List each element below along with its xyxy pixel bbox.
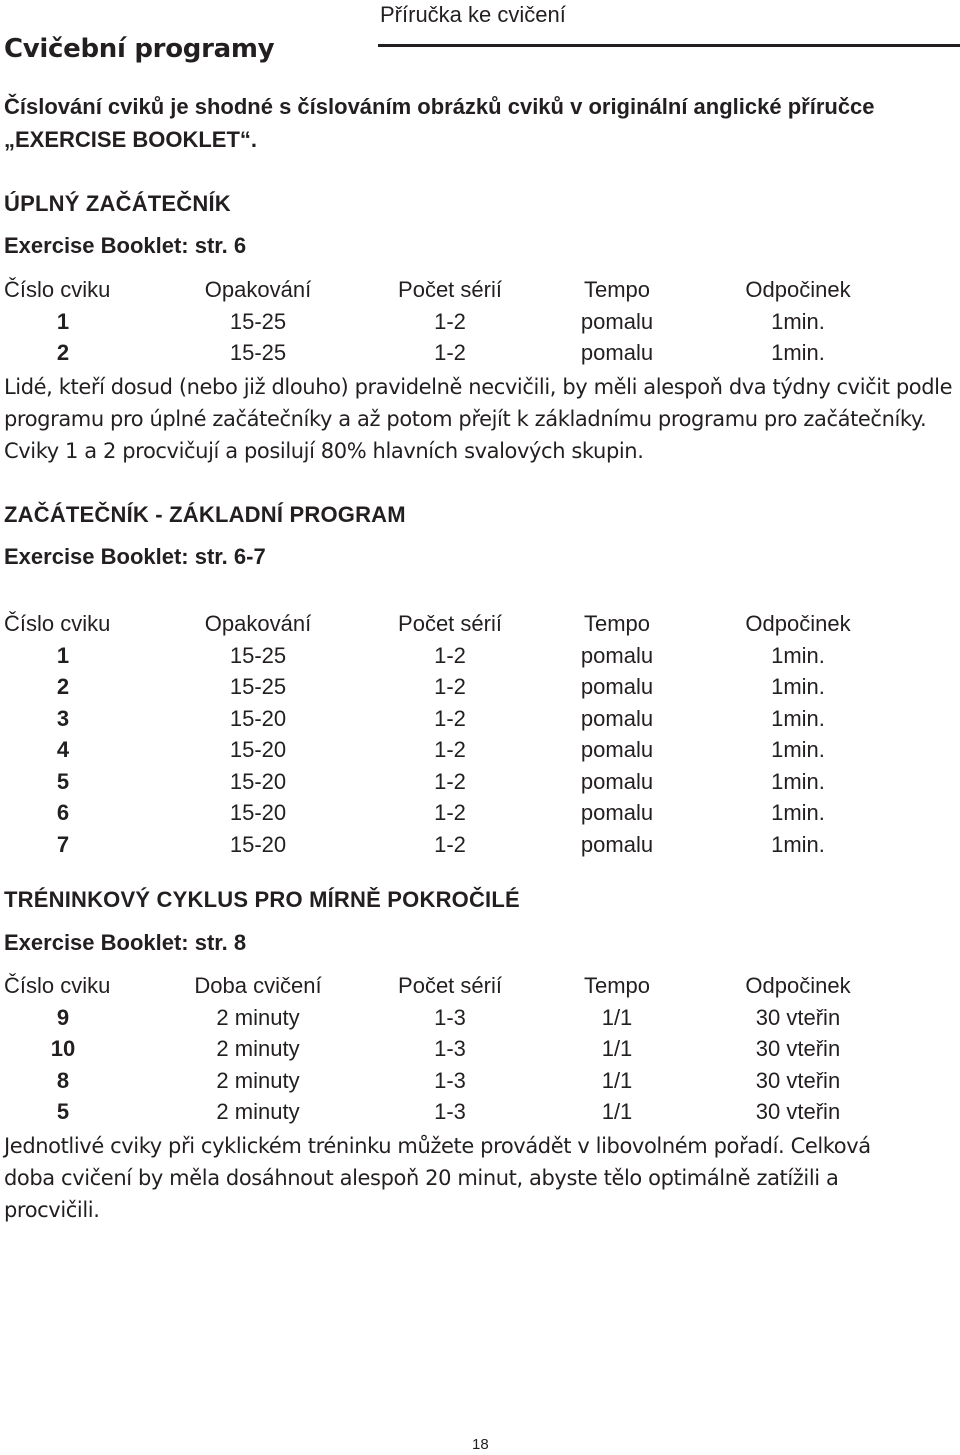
table-cell: 2 minuty <box>216 1004 300 1030</box>
table-cell: 1-2 <box>434 737 466 762</box>
column-header: Číslo cviku <box>4 611 111 636</box>
section-booklet-ref: Exercise Booklet: str. 6 <box>4 233 247 258</box>
table-row <box>0 340 960 372</box>
column-header: Tempo <box>583 277 651 302</box>
table-cell: 1-2 <box>434 340 466 365</box>
table-cell: 1min. <box>771 768 825 794</box>
table-row <box>0 1036 960 1068</box>
exercise-number: 9 <box>56 1004 70 1030</box>
exercise-number: 1 <box>56 308 70 334</box>
table-cell: 1-2 <box>434 308 466 334</box>
table-cell: 1/1 <box>601 1099 633 1124</box>
table-cell: pomalu <box>580 768 654 794</box>
exercise-number: 3 <box>56 705 70 731</box>
table-row <box>0 1099 960 1131</box>
column-header: Tempo <box>583 611 651 636</box>
table-header-row <box>0 973 960 1005</box>
table-row <box>0 674 960 706</box>
table-cell: 1-2 <box>434 642 466 668</box>
table-header-row <box>0 611 960 643</box>
column-header: Počet sérií <box>398 611 502 636</box>
table-cell: 2 minuty <box>216 1067 300 1093</box>
table-row <box>0 832 960 864</box>
table-row <box>0 800 960 832</box>
column-header: Číslo cviku <box>4 277 111 302</box>
table-cell: 15-20 <box>229 737 287 762</box>
table-cell: pomalu <box>580 308 654 334</box>
exercise-number: 8 <box>56 1067 70 1093</box>
exercise-number: 10 <box>50 1036 76 1061</box>
table-row <box>0 643 960 675</box>
column-header: Odpočinek <box>745 277 851 302</box>
table-cell: 1min. <box>771 340 825 365</box>
column-header: Doba cvičení <box>194 973 322 998</box>
exercise-number: 5 <box>56 768 70 794</box>
table-cell: pomalu <box>580 831 654 857</box>
column-header: Opakování <box>204 611 312 636</box>
table-cell: 15-20 <box>229 768 287 794</box>
table-cell: 15-25 <box>229 308 287 334</box>
table-cell: pomalu <box>580 737 654 762</box>
exercise-table <box>0 277 960 372</box>
table-cell: 2 minuty <box>216 1099 300 1124</box>
table-row <box>0 737 960 769</box>
table-cell: 1-3 <box>434 1099 466 1124</box>
table-cell: 1-2 <box>434 831 466 857</box>
section-title-uplny-zacatecnik: ÚPLNÝ ZAČÁTEČNÍK <box>4 191 231 216</box>
column-header: Počet sérií <box>398 277 502 302</box>
section-title-zakladni-program: ZAČÁTEČNÍK - ZÁKLADNÍ PROGRAM <box>4 502 406 527</box>
section-booklet-ref: Exercise Booklet: str. 8 <box>4 930 247 955</box>
table-cell: pomalu <box>580 642 654 668</box>
table-cell: pomalu <box>580 800 654 825</box>
table-cell: 15-25 <box>229 674 287 699</box>
table-cell: 1-3 <box>434 1004 466 1030</box>
table-cell: 1-3 <box>434 1067 466 1093</box>
table-cell: 1-3 <box>434 1036 466 1061</box>
table-cell: 1-2 <box>434 674 466 699</box>
exercise-table <box>0 611 960 863</box>
section-booklet-ref: Exercise Booklet: str. 6-7 <box>4 544 266 569</box>
table-cell: 1min. <box>771 737 825 762</box>
table-cell: 1/1 <box>601 1036 633 1061</box>
table-cell: 1-2 <box>434 768 466 794</box>
column-header: Odpočinek <box>745 973 851 998</box>
page-number: 18 <box>472 1436 489 1453</box>
column-header: Odpočinek <box>745 611 851 636</box>
table-cell: 1min. <box>771 800 825 825</box>
exercise-table <box>0 973 960 1131</box>
table-cell: 1min. <box>771 674 825 699</box>
column-header: Tempo <box>583 973 651 998</box>
exercise-number: 5 <box>56 1099 70 1124</box>
table-row <box>0 1068 960 1100</box>
table-cell: 15-20 <box>229 705 287 731</box>
section-note: Jednotlivé cviky při cyklickém tréninku můžete provádět v libovolném pořadí. Celková doba cvičení by měla dosáhnout alespoň 20 minut, abyste tělo optimálně zatížili a procvičili. <box>4 1134 871 1222</box>
table-cell: 1min. <box>771 642 825 668</box>
exercise-number: 1 <box>56 642 70 668</box>
table-row <box>0 769 960 801</box>
table-cell: 1/1 <box>601 1067 633 1093</box>
table-row <box>0 1005 960 1037</box>
table-cell: 30 vteřin <box>755 1099 841 1124</box>
table-cell: 15-25 <box>229 340 287 365</box>
section-title-treninkovy-cyklus: TRÉNINKOVÝ CYKLUS PRO MÍRNĚ POKROČILÉ <box>4 887 520 912</box>
column-header: Počet sérií <box>398 973 502 998</box>
table-cell: 30 vteřin <box>755 1004 841 1030</box>
table-cell: 1-2 <box>434 705 466 731</box>
table-cell: pomalu <box>580 705 654 731</box>
section-note: Lidé, kteří dosud (nebo již dlouho) pravidelně necvičili, by měli alespoň dva týdny cvičit podle programu pro úplné začátečníky a až potom přejít k základnímu programu pro začátečníky. Cviky 1 a 2 procvičují a posilují 80% hlavních svalových skupin. <box>4 375 953 463</box>
table-header-row <box>0 277 960 309</box>
column-header: Číslo cviku <box>4 973 111 998</box>
table-cell: 15-20 <box>229 800 287 825</box>
intro-text: Číslování cviků je shodné s číslováním obrázků cviků v originální anglické příručce „EXERCISE BOOKLET“. <box>4 94 875 152</box>
table-row <box>0 706 960 738</box>
header-divider <box>378 44 960 47</box>
table-cell: 30 vteřin <box>755 1067 841 1093</box>
table-cell: 2 minuty <box>216 1036 300 1061</box>
table-cell: pomalu <box>580 340 654 365</box>
exercise-number: 6 <box>56 800 70 825</box>
table-cell: 15-25 <box>229 642 287 668</box>
table-cell: 30 vteřin <box>755 1036 841 1061</box>
exercise-number: 7 <box>56 831 70 857</box>
table-cell: 1-2 <box>434 800 466 825</box>
table-cell: pomalu <box>580 674 654 699</box>
exercise-number: 4 <box>56 737 70 762</box>
header-subtitle: Příručka ke cvičení <box>380 2 566 27</box>
table-cell: 15-20 <box>229 831 287 857</box>
column-header: Opakování <box>204 277 312 302</box>
table-cell: 1/1 <box>601 1004 633 1030</box>
table-cell: 1min. <box>771 705 825 731</box>
exercise-number: 2 <box>56 340 70 365</box>
table-row <box>0 309 960 341</box>
page-title: Cvičební programy <box>4 34 275 64</box>
table-cell: 1min. <box>771 308 825 334</box>
table-cell: 1min. <box>771 831 825 857</box>
exercise-number: 2 <box>56 674 70 699</box>
